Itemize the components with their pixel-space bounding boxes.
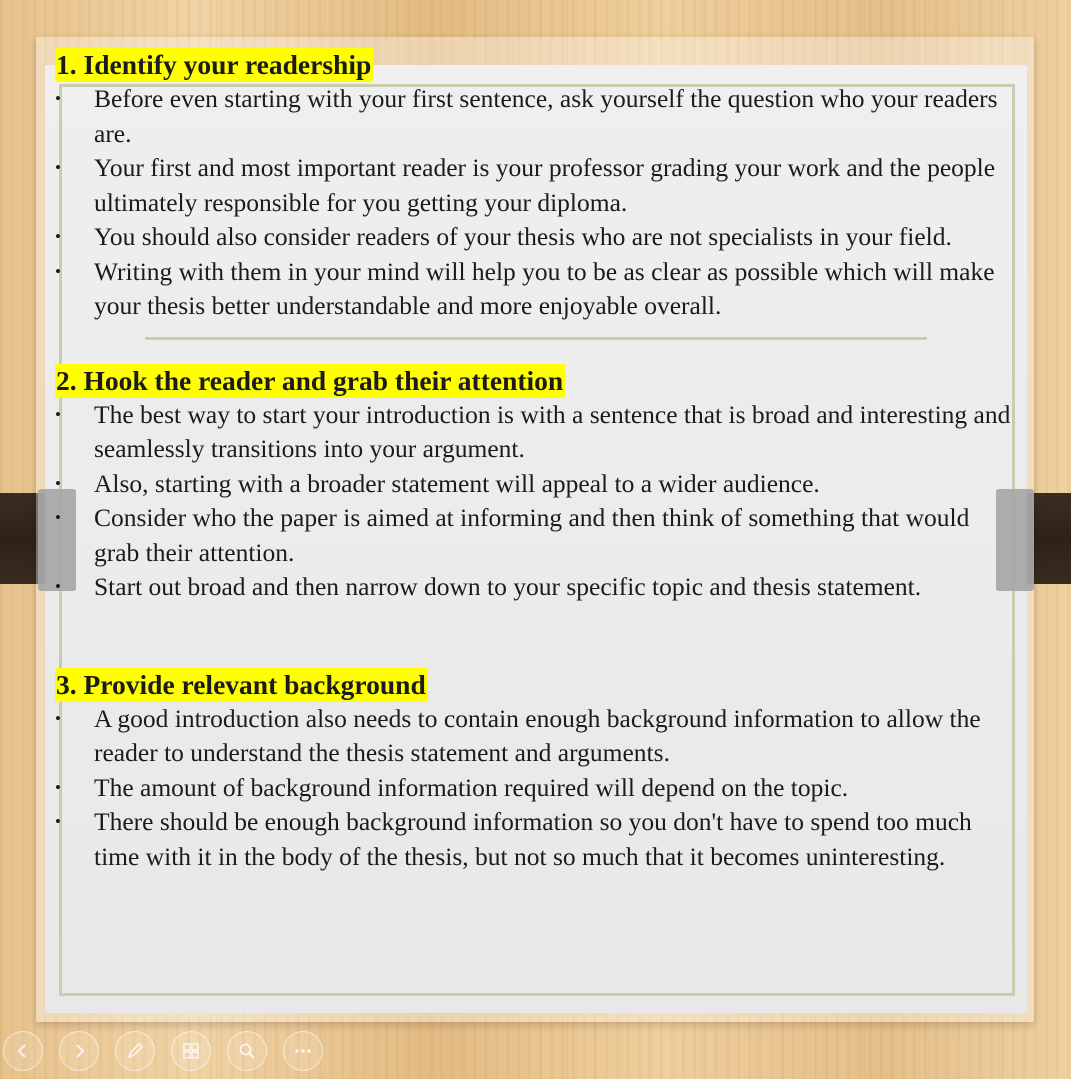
bullet-item [55, 501, 1015, 570]
pen-icon [124, 1040, 146, 1062]
bullet-text: The amount of background information required will depend on the topic. [94, 772, 849, 802]
bullet-item [55, 467, 1015, 502]
section-heading: 3. Provide relevant background [56, 668, 426, 700]
section-hook-reader [55, 364, 1015, 605]
bullet-glyph: • [55, 777, 61, 797]
presentation-controls [3, 1031, 323, 1071]
arrow-left-icon [12, 1040, 34, 1062]
bullet-text: Also, starting with a broader statement will appeal to a wider audience. [94, 468, 820, 498]
zoom-button[interactable] [227, 1031, 267, 1071]
bullet-item [55, 805, 1015, 874]
bullet-text: You should also consider readers of your thesis who are not specialists in your field. [94, 222, 952, 251]
bullet-text: There should be enough background information so you don't have to spend too much time with it in the body of the thesis, but not so much that it becomes uninteresting. [94, 807, 972, 871]
slides-grid-icon [180, 1040, 202, 1062]
bullet-text: The best way to start your introduction is with a sentence that is broad and interesting and seamlessly transitions into your argument. [94, 399, 1011, 463]
section-heading: 1. Identify your readership [56, 49, 372, 80]
ellipsis-icon [292, 1040, 314, 1062]
bullet-text: Consider who the paper is aimed at informing and then think of something that would grab their attention. [94, 503, 970, 567]
arrow-right-icon [68, 1040, 90, 1062]
bullet-item [55, 702, 1015, 771]
bullet-text: Before even starting with your first sentence, ask yourself the question who your readers are. [94, 84, 998, 148]
bullet-glyph: • [55, 473, 61, 493]
bullet-item [55, 771, 1015, 806]
section-relevant-background [55, 668, 1015, 875]
bullet-glyph: • [55, 404, 61, 424]
bullet-item [55, 255, 1015, 324]
bullet-glyph: • [55, 261, 61, 281]
bullet-glyph: • [55, 89, 61, 108]
bullet-glyph: • [55, 577, 61, 596]
magnifier-icon [236, 1040, 258, 1062]
previous-slide-button[interactable] [3, 1031, 43, 1071]
bullet-list [55, 82, 1015, 324]
bullet-item [55, 570, 1015, 605]
bullet-item [55, 151, 1015, 220]
section-heading: 2. Hook the reader and grab their attention [56, 364, 564, 396]
slide-sorter-button[interactable] [171, 1031, 211, 1071]
bullet-list [55, 398, 1015, 605]
bullet-item [55, 82, 1015, 151]
bullet-item [55, 398, 1015, 467]
bullet-list [55, 702, 1015, 875]
section-identify-readership [55, 48, 1015, 324]
bullet-text: Start out broad and then narrow down to your specific topic and thesis statement. [94, 572, 922, 601]
bullet-glyph: • [55, 812, 61, 831]
more-options-button[interactable] [283, 1031, 323, 1071]
pen-tool-button[interactable] [115, 1031, 155, 1071]
bullet-glyph: • [55, 708, 61, 728]
bullet-text: Writing with them in your mind will help you to be as clear as possible which will make your thesis better understandable and more enjoyable overall. [94, 256, 995, 320]
bullet-text: Your first and most important reader is your professor grading your work and the people ultimately responsible for you getting your diploma. [94, 153, 996, 217]
bullet-glyph: • [55, 508, 61, 527]
bullet-glyph: • [55, 158, 61, 177]
bullet-glyph: • [55, 227, 61, 246]
bullet-text: A good introduction also needs to contain enough background information to allow the reader to understand the thesis statement and arguments. [94, 703, 981, 767]
next-slide-button[interactable] [59, 1031, 99, 1071]
bullet-item [55, 220, 1015, 255]
slide-content [55, 48, 1015, 874]
